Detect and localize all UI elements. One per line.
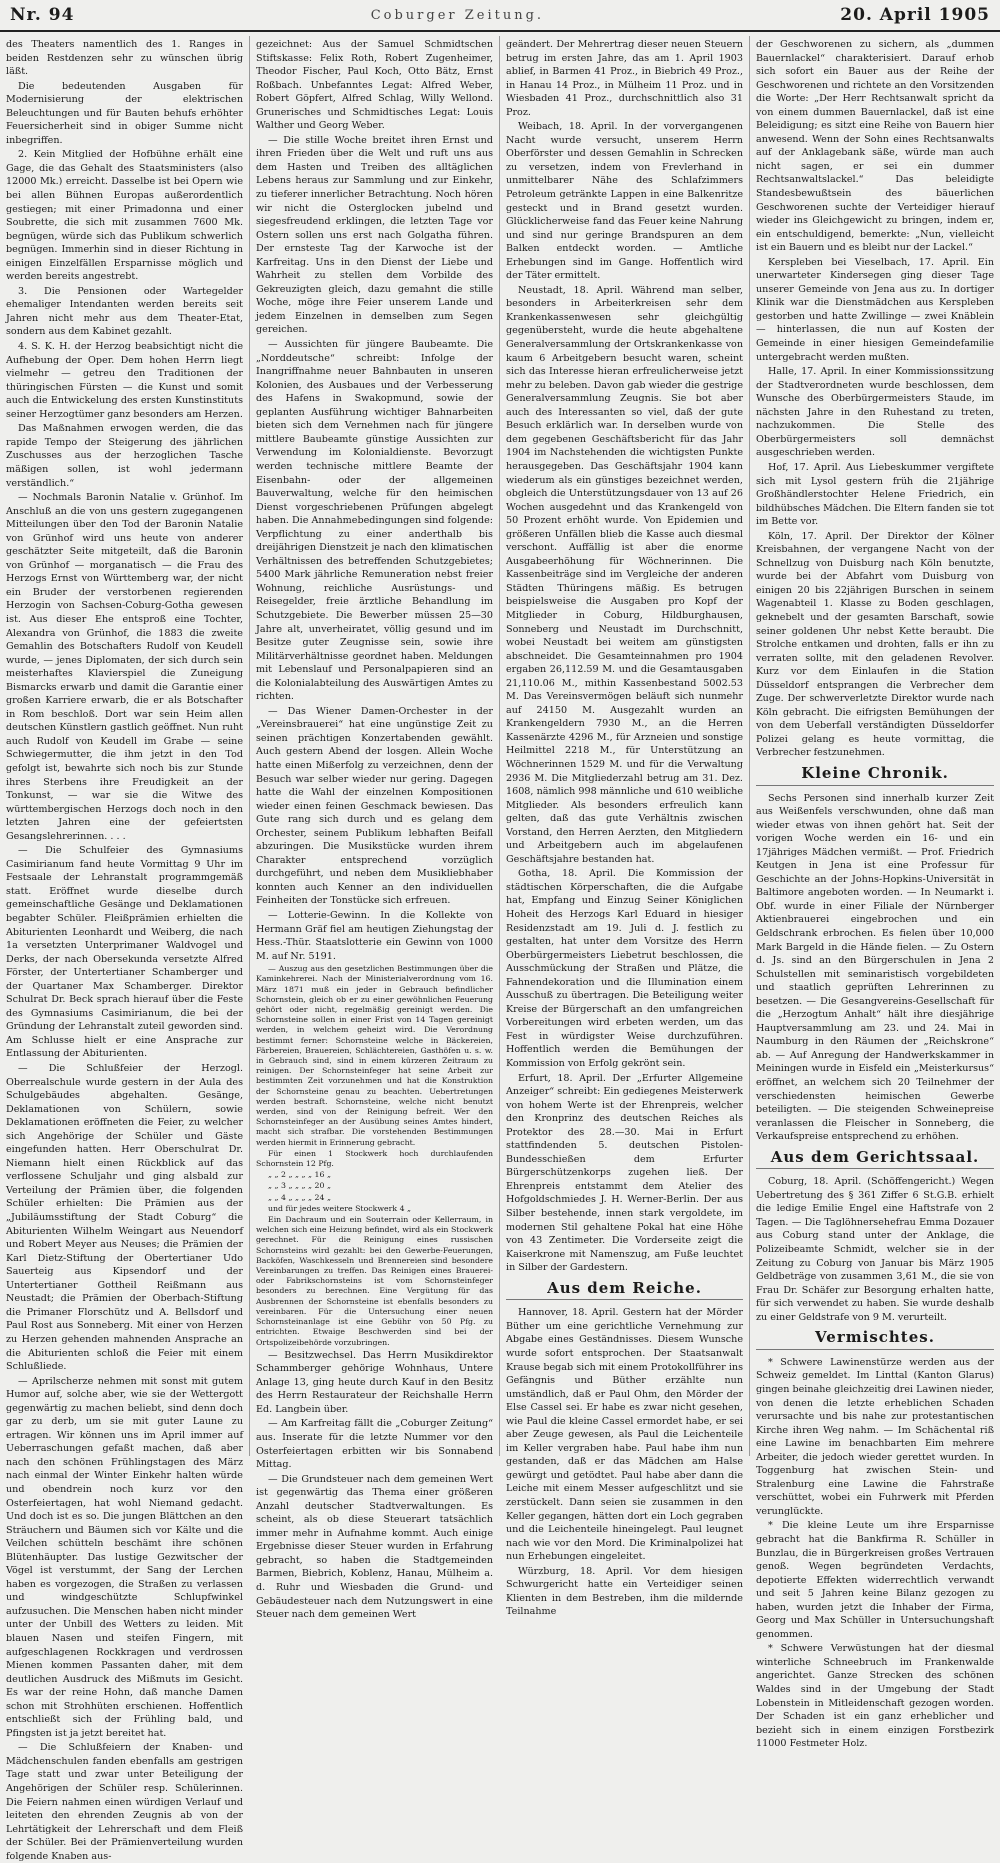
- article-paragraph: Hof, 17. April. Aus Liebeskummer vergiftete sich mit Lysol gestern früh die 21jährige Großhändlerstochter Helene Friedrich, ein bildhübsches Mädchen. Die Eltern fanden sie tot im Bette vor.: [756, 461, 994, 528]
- page-number: Nr. 94: [10, 5, 75, 25]
- article-paragraph: — Auszug aus den gesetzlichen Bestimmungen über die Kaminkehrerei. Nach der Ministerialverordnung vom 16. März 1871 muß ein jeder in Gebrauch befindlicher Schornstein, gleich ob er zu einer gewöhnlichen Feuerung gehört oder nicht, regelmäßig gereinigt werden. Die Schornsteine sollen in einer Frist von 14 Tagen gereinigt werden, in welchem geheizt wird. Die Verordnung bestimmt ferner: Schornsteine welche in Bäckereien, Färbereien, Brauereien, Schlächtereien, Gasthöfen u. s. w. in Gebrauch sind, sind in einem kürzeren Zeitraum zu reinigen. Der Schornsteinfeger hat seine Arbeit zur bestimmten Zeit vorzunehmen und hat die Konstruktion der Schornsteine genau zu beachten. Uebertretungen werden bestraft. Schornsteine, welche nicht benutzt werden, sind von der Reinigung befreit. Wer den Schornsteinfeger an der Ausübung seines Amtes hindert, macht sich strafbar. Die vorstehenden Bestimmungen werden hiermit in Erinnerung gebracht.: [256, 964, 493, 1147]
- article-paragraph: * Schwere Verwüstungen hat der diesmal winterliche Schneebruch im Frankenwalde angerichtet. Ganze Strecken des schönen Waldes sind in der Umgebung der Stadt Lobenstein in Mitleidenschaft gezogen worden. Der Schaden ist ein ganz erheblicher und bezieht sich in einem einzigen Forstbezirk 11000 Festmeter Holz.: [756, 1643, 994, 1750]
- fee-table-row: „ „ 2 „ „ „ „ 16 „: [268, 1170, 331, 1180]
- article-paragraph: Halle, 17. April. In einer Kommissionssitzung der Stadtverordneten wurde beschlossen, dem Wunsche des Oberbürgermeisters Staude, im nächsten Jahre in den Ruhestand zu treten, nachzukommen. Die Stelle des Oberbürgermeisters soll demnächst ausgeschrieben werden.: [756, 366, 994, 459]
- article-paragraph: — Die Schlußfeiern der Knaben- und Mädchenschulen fanden ebenfalls am gestrigen Tage statt und zwar unter Beteiligung der Angehörigen der Schüler resp. Schülerinnen. Die Feiern nahmen einen würdigen Verlauf und leiteten den ehrenden Zeugnis ab von der Lehrtätigkeit der Lehrerschaft und dem Fleiß der Schüler. Bei der Prämienverteilung wurden folgende Knaben aus-: [6, 1742, 243, 1862]
- article-paragraph: Ein Dachraum und ein Souterrain oder Kellerraum, in welchen sich eine Heizung befindet, wird als ein Stockwerk gerechnet. Für die Reinigung eines russischen Schornsteins wird gezahlt: bei den Gewerbe-Feuerungen, Backöfen, Waschkesseln und Brennereien sind besondere Vereinbarungen zu treffen. Das Reinigen eines Brauerei- oder Fabrikschornsteins ist vom Schornsteinfeger besonders zu berechnen. Eine Vergütung für das Ausbrennen der Schornsteine ist ebenfalls besonders zu vereinbaren. Für die Untersuchung einer neuen Schornsteinanlage ist eine Gebühr von 50 Pfg. zu entrichten. Etwaige Beschwerden sind bei der Ortspolizeibehörde vorzubringen.: [256, 1215, 493, 1347]
- column-4: [750, 36, 1000, 1750]
- section-heading-aus-dem-reiche: Aus dem Reiche.: [506, 1282, 743, 1301]
- article-paragraph: des Theaters namentlich des 1. Ranges in beiden Restdenzen sehr zu wünschen übrig läßt.: [6, 39, 243, 78]
- article-paragraph: * Die kleine Leute um ihre Ersparnisse gebracht hat die Bankfirma R. Schüller in Bunzlau, die in Bürgerkreisen großes Vertrauen genoß. Wegen begründeten Verdachts, depotierte Effekten widerrechtlich verwandt und seit 5 Jahren keine Bilanz gezogen zu haben, wurden jetzt die Inhaber der Firma, Georg und Max Schüller in Untersuchungshaft genommen.: [756, 1520, 994, 1640]
- newspaper-name: Coburger Zeitung.: [370, 7, 545, 23]
- article-paragraph: Neustadt, 18. April. Während man selber, besonders in Arbeiterkreisen sehr dem Krankenkassenwesen sehr gleichgültig gegenübersteht, wurde die heute abgehaltene Generalversammlung der Ortskrankenkasse von kaum 6 Arbeitgebern besucht waren, scheint sich das Interesse hieran erfreulicherweise jetzt mehr zu beleben. Davon gab wieder die gestrige Generalversammlung Zeugnis. Sie bot aber auch des Interessanten so viel, daß der gute Besuch erklärlich war. In derselben wurde von dem gegebenen Geschäftsbericht für das Jahr 1904 im Nachstehenden die wichtigsten Punkte herausgegeben. Das Geschäftsjahr 1904 kann wiederum als ein günstiges bezeichnet werden, obgleich die Unterstützungsdauer von 13 auf 26 Wochen ausgedehnt und das Krankengeld von 50 Prozent erhöht wurde. Von Epidemien und größeren Unfällen blieb die Kasse auch diesmal verschont. Auffällig ist aber die enorme Ausgabeerhöhung für Wöchnerinnen. Die Kassenbeiträge sind im Vergleiche der anderen Städten Thüringens mäßig. Es betrugen beispielsweise die Ausgaben pro Kopf der Mitglieder in Coburg, Hildburghausen, Sonneberg und Neustadt im Durchschnitt, wobei Neustadt bei weitem am günstigsten abschneidet. Die Gesamteinnahmen pro 1904 ergaben 26,112.59 M. und die Gesamtausgaben 21,110.06 M., mithin Kassenbestand 5002.53 M. Das Vereinsvermögen beläuft sich nunmehr auf 24150 M. Ausgezahlt wurden an Krankengeldern 7930 M., an die Herren Kassenärzte 4296 M., für Arzneien und sonstige Heilmittel 2218 M., für Unterstützung an Wöchnerinnen 1529 M. und für die Verwaltung 2936 M. Die Mitgliederzahl betrug am 31. Dez. 1608, nämlich 998 männliche und 610 weibliche Mitglieder. Als besonders erfreulich kann gelten, daß das gute Verhältnis zwischen Vorstand, den Herren Aerzten, den Mitgliedern und Arbeitgebern auch im abgelaufenen Geschäftsjahre bestanden hat.: [506, 284, 743, 865]
- article-paragraph: — Aussichten für jüngere Baubeamte. Die „Norddeutsche“ schreibt: Infolge der Inangriffnahme neuer Bahnbauten in unseren Kolonien, des Ausbaues und der Verbesserung des Hafens in Swakopmund, sowie der geplanten Ausführung wichtiger Bahnarbeiten bieten sich dem Vernehmen nach für jüngere mittlere Baubeamte günstige Aussichten zur Verwendung im Kolonialdienste. Bevorzugt werden technische mittlere Beamte der Eisenbahn- oder der allgemeinen Bauverwaltung, welche für den heimischen Dienst vorgeschriebenen Prüfungen abgelegt haben. Die Annahmebedingungen sind folgende: Verpflichtung zu einer anderthalb bis dreijährigen Dienstzeit je nach den klimatischen Verhältnissen des betreffenden Schutzgebietes; 5400 Mark jährliche Remuneration nebst freier Wohnung, reichliche Ausrüstungs- und Reisegelder, freie ärztliche Behandlung im Schutzgebiete. Die Bewerber müssen 25—30 Jahre alt, unverheiratet, völlig gesund und im Besitze guter Zeugnisse sein, sowie ihre Militärverhältnisse geordnet haben. Meldungen mit Lebenslauf und Personalpapieren sind an die Kolonialabteilung des Auswärtigen Amtes zu richten.: [256, 339, 494, 703]
- fee-table-row: Für einen 1 Stockwerk hoch durchlaufenden Schornstein 12 Pfg.: [256, 1148, 493, 1169]
- article-paragraph: — Die stille Woche breitet ihren Ernst und ihren Frieden über die Welt und ruft uns aus dem Hasten und Treiben des alltäglichen Lebens heraus zur Sammlung und zur Einkehr, zu tieferer innerlicher Betrachtung. Noch hören wir nicht die Osterglocken jubelnd und siegesfreudend erklingen, die letzten Tage vor Ostern sollen uns erst nach Golgatha führen. Der ernsteste Tag der Karwoche ist der Karfreitag. Uns in den Dienst der Liebe und Wahrheit zu stellen dem Vorbilde des Gekreuzigten gleich, dazu gemahnt die stille Woche, möge ihre Feier unserem Lande und jedem Einzelnen in demselben zum Segen gereichen.: [256, 134, 493, 336]
- article-paragraph: — Das Wiener Damen-Orchester in der „Vereinsbrauerei“ hat eine ungünstige Zeit zu seinen prächtigen Konzertabenden gewählt. Auch gestern Abend der losgen. Allein Woche hatte einen Mißerfolg zu verzeichnen, denn der Besuch war selber wieder nur gering. Dagegen hatte die Wahl der einzelnen Kompositionen wieder einen feinen Geschmack bewiesen. Das Gute rang sich durch und es gelang dem Orchester, seinem Publikum lebhaften Beifall abzuringen. Die Musikstücke wurden ihrem Charakter entsprechend vorzüglich durchgeführt, und neben dem Musikliebhaber konnten auch Kenner an den individuellen Feinheiten der Tonstücke sich erfreuen.: [256, 705, 493, 907]
- article-paragraph: 2. Kein Mitglied der Hofbühne erhält eine Gage, die das Gehalt des Staatsministers (also 12000 Mk.) erreicht. Dasselbe ist bei Opern wie bei allen Bühnen Europas außerordentlich gestiegen; mit einer Primadonna und einer Soubrette, die sich mit zusammen 7600 Mk. begnügen, würde sich das Publikum schwerlich begnügen. Immerhin sind in dieser Richtung in einigen Einzelfällen Ersparnisse möglich und werden bereits angestrebt.: [6, 149, 243, 283]
- article-paragraph: der Geschworenen zu sichern, als „dummen Bauernlackel“ charakterisiert. Darauf erhob sich sofort ein Bauer aus der Reihe der Geschworenen und richtete an den Vorsitzenden die Worte: „Der Herr Rechtsanwalt spricht da von einem dummen Bauernlackel, daß ist eine Beleidigung; es sitzt eine Reihe von Bauern hier anwesend. Wenn der Sohn eines Rechtsanwalts auf der Anklagebank säße, würde man auch nicht sagen, er sei ein dummer Rechtsanwaltslackel.“ Das beleidigte Standesbewußtsein des bäuerlichen Geschworenen suchte der Verteidiger hierauf wieder ins Gleichgewicht zu bringen, indem er, ein entschuldigend, bemerkte: „Nun, vielleicht ist ein Bauern und es bleibt nur der Lackel.“: [756, 39, 994, 254]
- article-paragraph: — Die Schlußfeier der Herzogl. Oberrealschule wurde gestern in der Aula des Schulgebäudes abgehalten. Gesänge, Deklamationen von Schülern, sowie Deklamationen eröffneten die Feier, zu welcher sich Angehörige der Schüler und Gäste eingefunden hatten. Herr Oberschulrat Dr. Niemann hielt einen Rückblick auf das verflossene Schuljahr und ging alsbald zur Verteilung der Prämien über, die folgenden Schüler erhielten: Die Prämien aus der „Jubiläumsstiftung der Stadt Coburg“ die Abiturienten Wilhelm Weingart aus Neuendorf und Robert Meyer aus Neuses; die Prämien der Karl Dietz-Stiftung der Obertertianer Udo Sauerteig aus Kipsendorf und der Untertertianer Gottheil Reißmann aus Neustadt; die Prämien der Oberbach-Stiftung die Primaner Florschütz und A. Bellsdorf und Paul Rost aus Sonneberg. Mit einer von Herzen zu Herzen gehenden mahnenden Ansprache an die Abiturienten schloß die Feier mit einem Schlußliede.: [6, 1063, 243, 1373]
- article-paragraph: Das Maßnahmen erwogen werden, die das rapide Tempo der Steigerung des jährlichen Zuschusses aus der herzoglichen Tasche mäßigen sollen, ist wohl jedermann verständlich.“: [6, 423, 243, 489]
- article-paragraph: geändert. Der Mehrertrag dieser neuen Steuern betrug im ersten Jahre, das am 1. April 1903 ablief, in Barmen 41 Proz., in Biebrich 49 Proz., in Hanau 14 Proz., in Mülheim 11 Proz. und in Wiesbaden 41 Proz., durchschnittlich also 31 Proz.: [506, 39, 743, 118]
- column-2: [250, 36, 500, 1621]
- article-paragraph: Gotha, 18. April. Die Kommission der städtischen Körperschaften, die die Aufgabe hat, Empfang und Einzug Seiner Königlichen Hoheit des Herzogs Karl Eduard in hiesiger Residenzstadt am 19. Juli d. J. festlich zu gestalten, hat unter dem Vorsitze des Herrn Oberbürgermeisters Liebetrut beschlossen, die Ausschmückung der Straßen und Plätze, die Fahnendekoration und die Illumination einem Ausschuß zu übertragen. Die Beteiligung weiter Kreise der Bürgerschaft an den umfangreichen Vorbereitungen wird erbeten werden, um das Fest in würdigster Weise durchzuführen. Hoffentlich werden die Bemühungen der Kommission von Erfolg gekrönt sein.: [506, 868, 743, 1070]
- article-paragraph: — Die Schulfeier des Gymnasiums Casimirianum fand heute Vormittag 9 Uhr im Festsaale der Lehranstalt programmgemäß statt. Eröffnet wurde dieselbe durch gemeinschaftliche Gesänge und Deklamationen begabter Schüler. Fleißprämien erhielten die Abiturienten Leonhardt und Weiberg, die nach 1a versetzten Unterprimaner Waldvogel und Derks, der nach Obersekunda versetzte Alfred Förster, der Untertertianer Schamberger und der Quartaner Max Schamberger. Direktor Schulrat Dr. Beck sprach hierauf über die Feste des Gymnasiums Casimirianum, die bei der Gründung der Lehranstalt zuteil geworden sind. Am Schlusse hielt er eine Ansprache zur Entlassung der Abiturienten.: [6, 845, 243, 1060]
- article-paragraph: — Am Karfreitag fällt die „Coburger Zeitung“ aus. Inserate für die letzte Nummer vor den Osterfeiertagen erbitten wir bis Sonnabend Mittag.: [256, 1418, 493, 1471]
- column-1: [0, 36, 250, 1862]
- article-paragraph: Sechs Personen sind innerhalb kurzer Zeit aus Weißenfels verschwunden, ohne daß man wieder etwas von ihnen gehört hat. Seit der vorigen Woche werden ein 16- und ein 17jähriges Mädchen vermißt. — Prof. Friedrich Keutgen in Jena ist eine Professur für Geschichte an der Johns-Hopkins-Universität in Baltimore angeboten worden. — In Neumarkt i. Obf. wurde in einer Filiale der Nürnberger Aktienbrauerei eingebrochen und ein Geldschrank erbrochen. Es fielen über 10,000 Mark Bargeld in die Hände fielen. — Zu Ostern d. Js. sind an den Bürgerschulen in Jena 2 Schulstellen mit seminaristisch vorgebildeten und staatlich geprüften Lehrerinnen zu besetzen. — Die Gesangvereins-Gesellschaft für die „Herzogtum Anhalt“ hält ihre diesjährige Hauptversammlung am 23. und 24. Mai in Naumburg in den Räumen der „Reichskrone“ ab. — Auf Anregung der Handwerkskammer in Meiningen wurde in Eisfeld ein „Meisterkursus“ eröffnet, an welchem sich 20 Teilnehmer der verschiedensten heimischen Gewerbe beteiligten. — Die steigenden Schweinepreise veranlassen die Fleischer in Sonneberg, die Verkaufspreise entsprechend zu erhöhen.: [756, 792, 994, 1143]
- fee-table-row: „ „ 4 „ „ „ „ 24 „: [268, 1192, 331, 1202]
- article-paragraph: Weibach, 18. April. In der vorvergangenen Nacht wurde versucht, unserem Herrn Oberförster und dessen Gemahlin in Schrecken zu versetzen, indem von Frevlerhand in unmittelbarer Nähe des Schlafzimmers Petroleum getränkte Lappen in eine Balkenritze gesteckt und in Brand gesetzt wurden. Glücklicherweise fand das Feuer keine Nahrung und sind nur geringe Brandspuren an dem Balken entdeckt worden. — Amtliche Erhebungen sind im Gange. Hoffentlich wird der Täter ermittelt.: [506, 121, 743, 282]
- issue-date: 20. April 1905: [840, 5, 990, 25]
- fee-table-row: und für jedes weitere Stockwerk 4 „: [268, 1203, 412, 1213]
- masthead: [0, 0, 1000, 32]
- section-heading-gerichtssaal: Aus dem Gerichtssaal.: [756, 1151, 994, 1170]
- article-paragraph: — Besitzwechsel. Das Herrn Musikdirektor Schammberger gehörige Wohnhaus, Untere Anlage 13, ging heute durch Kauf in den Besitz des Herrn Restaurateur der Reichshalle Herrn Ed. Langbein über.: [256, 1349, 493, 1415]
- article-paragraph: Coburg, 18. April. (Schöffengericht.) Wegen Uebertretung des § 361 Ziffer 6 St.G.B. erhielt die ledige Emilie Engel eine Haftstrafe von 2 Tagen. — Die Taglöhnersehefrau Emma Dozauer aus Coburg stand unter der Anklage, die Polizeibeamte Schmidt, welcher sie in der Zeitung zu Coburg von Januar bis März 1905 Geldbeträge von zusammen 3,61 M., die sie von Frau Dr. Schäfer zur Besorgung erhalten hatte, für sich verwendet zu haben. Sie wurde deshalb zu einer Geldstrafe von 9 M. verurteilt.: [756, 1176, 994, 1323]
- columns: [0, 36, 1000, 1862]
- article-paragraph: 3. Die Pensionen oder Wartegelder ehemaliger Intendanten werden bereits seit Jahren nicht mehr aus dem Theater-Etat, sondern aus dem Kabinet gezahlt.: [6, 285, 243, 338]
- article-paragraph: Erfurt, 18. April. Der „Erfurter Allgemeine Anzeiger“ schreibt: Ein gediegenes Meisterwerk von hohem Werte ist der Ehrenpreis, welcher den Kronprinz des deutschen Reiches als Protektor des 28.—30. Mai in Erfurt stattfindenden 5. deutschen Pistolen-Bundesschießen dem Erfurter Bürgerschützenkorps zugehen ließ. Der Ehrenpreis entstammt dem Atelier des Hofgoldschmiedes J. H. Werner-Berlin. Der aus Silber bestehende, innen stark vergoldete, im modernen Stil gehaltene Pokal hat eine Höhe von 43 Zentimeter. Die Vorderseite zeigt die Kaiserkrone mit Namenszug, am Fuße leuchtet in Silber der Gardestern.: [506, 1072, 743, 1274]
- article-paragraph: — Nochmals Baronin Natalie v. Grünhof. Im Anschluß an die von uns gestern zugegangenen Mitteilungen über den Tod der Baronin Natalie von Grünhof wird uns heute von anderer geschätzter Seite mitgeteilt, daß die Baronin von Grünhof — morganatisch — die Frau des Herzogs Ernst von Württemberg war, der nicht ein Bruder der verstorbenen regierenden Herzogin von Sachsen-Coburg-Gotha gewesen ist. Aus dieser Ehe entsproß eine Tochter, Alexandra von Grünhof, die 1883 die zweite Gemahlin des Botschafters Rudolf von Keudell wurde, — jenes Diplomaten, der sich durch sein meisterhaftes Klavierspiel die Zuneigung Bismarcks erwarb und damit die Garantie einer großen Karriere erwarb, die er als Botschafter in Rom beschloß. Dort war sein Heim allen deutschen Künstlern gastlich geöffnet. Nun ruht auch Rudolf von Keudell im Grabe — seine Schwiegermutter, die ihm jetzt in den Tod gefolgt ist, bewahrte sich noch bis zur Stunde ihres Sterbens ihre Freudigkeit an der Tonkunst, — war sie die Witwe des württembergischen Herzogs doch noch in den letzten Jahren eine der gefeiertsten Gesangslehrerinnen. . . .: [6, 492, 243, 842]
- section-heading-kleine-chronik: Kleine Chronik.: [756, 767, 994, 786]
- article-paragraph: Köln, 17. April. Der Direktor der Kölner Kreisbahnen, der vergangene Nacht von der Schnellzug von Duisburg nach Köln benutzte, wurde bei der Abfahrt vom Duisburg von einigen 20 bis 22jährigen Burschen in seinem Wagenabteil 1. Klasse zu Boden geschlagen, geknebelt und der gesamten Barschaft, sowie seiner goldenen Uhr nebst Kette beraubt. Die Strolche entkamen und drohten, falls er ihn zu verraten sollte, mit den geladenen Revolver. Kurz vor dem Einlaufen in die Station Düsseldorf entsprangen die Verbrecher dem Zuge. Der schwerverletzte Direktor wurde nach Köln gebracht. Die eifrigsten Bemühungen der von dem Ueberfall verständigten Düsseldorfer Polizei gelang es heute vormittag, die Verbrecher festzunehmen.: [756, 530, 994, 759]
- article-paragraph: Die bedeutenden Ausgaben für Modernisierung der elektrischen Beleuchtungen und für Bauten behufs erhöhter Feuersicherheit sind in obiger Summe nicht inbegriffen.: [6, 80, 243, 146]
- column-3: [500, 36, 750, 1618]
- article-paragraph: Würzburg, 18. April. Vor dem hiesigen Schwurgericht hatte ein Verteidiger seinen Klienten in dem Bestreben, ihm die mildernde Teilnahme: [506, 1565, 743, 1618]
- article-paragraph: gezeichnet: Aus der Samuel Schmidtschen Stiftskasse: Felix Roth, Robert Zugenheimer, Theodor Fischer, Paul Koch, Otto Bätz, Ernst Roßbach. Unbefanntes Legat: Alfred Weber, Robert Göpfert, Alfred Schlag, Willy Wellond. Grunerisches und Schmidtisches Legat: Louis Walther und Georg Weber.: [256, 39, 493, 132]
- article-paragraph: — Lotterie-Gewinn. In die Kollekte von Hermann Gräf fiel am heutigen Ziehungstag der Hess.-Thür. Staatslotterie ein Gewinn von 1000 M. auf Nr. 5191.: [256, 910, 493, 962]
- section-heading-vermischtes: Vermischtes.: [756, 1331, 994, 1350]
- article-paragraph: — Aprilscherze nehmen mit sonst mit gutem Humor auf, solche aber, wie sie der Wettergott gegenwärtig zu machen beliebt, sind denn doch gar zu derb, um sie mit guter Laune zu ertragen. Wir können uns im April immer auf Ueberraschungen gefaßt machen, daß aber nach den schönen Frühlingstagen des März nach einmal der Winter Einkehr halten würde und obendrein noch kurz vor den Osterfeiertagen, hat wohl Niemand gedacht. Und doch ist es so. Die jungen Blättchen an den Sträuchern und Bäumen sich vor Kälte und die Veilchen schütteln beschämt ihre schönen Blütenhäupter. Das lustige Gezwitscher der Vögel ist verstummt, der Sang der Lerchen haben es vorgezogen, die Straßen zu verlassen und windgeschützte Schlupfwinkel aufzusuchen. Die Menschen haben nicht minder unter der Unbill des Wetters zu leiden. Mit blauen Nasen und steifen Fingern, mit aufgeschlagenen Rockkragen und verdrossen Mienen kommen Passanten daher, mit dem deutlichen Ausdruck des Mißmuts im Gesicht. Es war der reine Hohn, daß manche Damen schon mit Strohhüten erschienen. Hoffentlich entschließt sich der Frühling bald, und Pfingsten ist ja jetzt bereitet hat.: [6, 1375, 243, 1739]
- fee-table-row: „ „ 3 „ „ „ „ 20 „: [268, 1181, 331, 1191]
- article-paragraph: — Die Grundsteuer nach dem gemeinen Wert ist gegenwärtig das Thema einer größeren Anzahl deutscher Stadtverwaltungen. Es scheint, als ob diese Steuerart tatsächlich immer mehr in Aufnahme kommt. Auch einige Ergebnisse dieser Steuer wurden in Erfahrung gebracht, so haben die Stadtgemeinden Barmen, Biebrich, Koblenz, Hanau, Mülheim a. d. Ruhr und Wiesbaden die Grund- und Gebäudesteuer nach dem Nutzungswert in eine Steuer nach dem gemeinen Wert: [256, 1473, 493, 1621]
- article-paragraph: * Schwere Lawinenstürze werden aus der Schweiz gemeldet. Im Linttal (Kanton Glarus) gingen beinahe gleichzeitig drei Lawinen nieder, von denen die letzte erheblichen Schaden verursachte und bis nahe zur protestantischen Kirche ihren Weg nahm. — Im Schächental riß eine Lawine im benachbarten Eim mehrere Arbeiter, die jedoch wieder gerettet wurden. In Toggenburg hat zwischen Stein- und Stralenburg eine Lawine die Fahrstraße verschüttet, wobei ein Fuhrwerk mit Pferden verunglückte.: [756, 1356, 994, 1517]
- article-paragraph: 4. S. K. H. der Herzog beabsichtigt nicht die Aufhebung der Oper. Dem hohen Herrn liegt vielmehr — getreu den Traditionen der thüringischen Fürsten — die Kunst und somit auch die Entwickelung des ersten Kunstinstituts seiner Herzogtümer ganz besonders am Herzen.: [6, 341, 243, 420]
- article-paragraph: Kerspleben bei Vieselbach, 17. April. Ein unerwarteter Kindersegen ging dieser Tage unserer Gemeinde von Jena aus zu. In dortiger Klinik war die Dienstmädchen aus Kerspleben gestorben und hatte Zwillinge — zwei Knäblein — hinterlassen, die nun auf Kosten der Gemeinde in einer hiesigen Gemeindefamilie untergebracht werden mußten.: [756, 256, 994, 363]
- article-paragraph: Hannover, 18. April. Gestern hat der Mörder Büther um eine gerichtliche Vernehmung zur Abgabe eines Geständnisses. Diesem Wunsche wurde sofort entsprochen. Der Staatsanwalt Krause begab sich mit einem Protokollführer ins Gefängnis und Büther erzählte nun umständlich, daß er Paul Ohm, den Mörder der Else Cassel sei. Er habe es zwar nicht gesehen, wie Paul die kleine Cassel ermordet habe, er sei aber Zeuge gewesen, als Paul die Leichenteile im Keller vergraben habe. Paul habe ihm nun gestanden, daß er das Mädchen am Halse gewürgt und getödtet. Paul habe aber dann die Leiche mit einem Messer aufgeschlitzt und sie zerstückelt. Dann seien sie zusammen in den Keller gegangen, hätten dort ein Loch gegraben und die Leichenteile hineingelegt. Paul leugnet nach wie vor den Mord. Die Kriminalpolizei hat nun Erhebungen eingeleitet.: [506, 1307, 743, 1563]
